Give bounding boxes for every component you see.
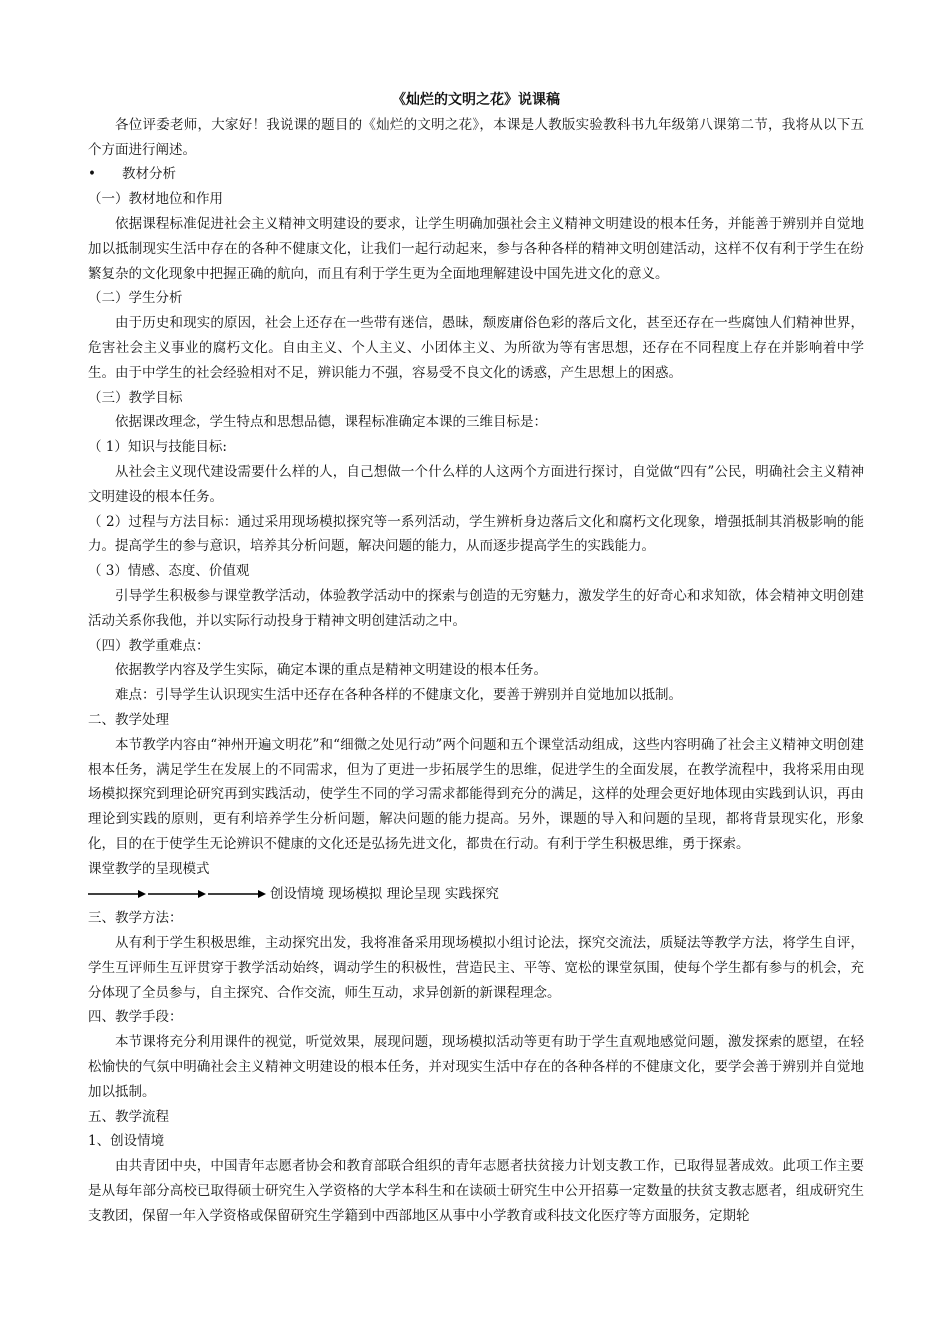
goal-3-body: 引导学生积极参与课堂教学活动，体验教学活动中的探索与创造的无穷魅力，激发学生的好奇心和求知欲，体会精神文明创建活动关系你我他，并以实际行动投身于精神文明创建活动之中。 bbox=[88, 587, 864, 629]
goal-1-body: 从社会主义现代建设需要什么样的人，自己想做一个什么样的人这两个方面进行探讨，自觉做“四有”公民，明确社会主义精神文明建设的根本任务。 bbox=[88, 463, 864, 505]
section-2-heading: 二、教学处理 bbox=[88, 711, 169, 728]
section-3-heading: 三、教学方法： bbox=[88, 910, 183, 927]
subsection-1-1-body: 依据课程标准促进社会主义精神文明建设的要求，让学生明确加强社会主义精神文明建设的根本任务，并能善于辨别并自觉地加以抵制现实生活中存在的各种不健康文化，让我们一起行动起来，参与各种各样的精神文明创建活动，这样不仅有利于学生在纷繁复杂的文化现象中把握正确的航向，而且有利于学生更为全面地理解建设中国先进文化的意义。 bbox=[88, 215, 864, 282]
section-4-body: 本节课将充分利用课件的视觉，听觉效果，展现问题，现场模拟活动等更有助于学生直观地感觉问题，激发探索的愿望，在轻松愉快的气氛中明确社会主义精神文明建设的根本任务，并对现实生活中存在的各种各样的不健康文化，要学会善于辨别并自觉地加以抵制。 bbox=[88, 1034, 864, 1100]
subsection-1-4-heading: （四）教学重难点： bbox=[88, 637, 210, 654]
document-title: 《灿烂的文明之花》说课稿 bbox=[392, 92, 560, 108]
section-5-heading: 五、教学流程 bbox=[88, 1108, 169, 1125]
goal-1-heading: （ 1）知识与技能目标: bbox=[88, 439, 227, 456]
section-1-heading bbox=[88, 162, 864, 187]
section-1-heading-text: 教材分析 bbox=[122, 166, 176, 183]
key-point-paragraph: 依据教学内容及学生实际，确定本课的重点是精神文明建设的根本任务。 bbox=[115, 662, 547, 679]
arrow-right-icon bbox=[88, 889, 146, 899]
difficulty-paragraph: 难点：引导学生认识现实生活中还存在各种各样的不健康文化，要善于辨别并自觉地加以抵制。 bbox=[115, 687, 682, 704]
bullet-icon: • bbox=[88, 166, 96, 183]
document-page bbox=[88, 88, 864, 1229]
goal-2-paragraph: （ 2）过程与方法目标：通过采用现场模拟探究等一系列活动，学生辨析身边落后文化和腐朽文化现象，增强抵制其消极影响的能力。提高学生的参与意识，培养其分析问题，解决问题的能力，从而逐步提高学生的实践能力。 bbox=[88, 513, 864, 555]
section-2-body: 本节教学内容由“神州开遍文明花”和“细微之处见行动”两个问题和五个课堂活动组成，这些内容明确了社会主义精神文明创建根本任务，满足学生在发展上的不同需求，但为了更进一步拓展学生的思维，促进学生的全面发展，在教学流程中，我将采用由现场模拟探究到理论研究再到实践活动，使学生不同的学习需求都能得到充分的满足，这样的处理会更好地体现由实践到认识，再由理论到实践的原则，更有利培养学生分析问题，解决问题的能力提高。另外，课题的导入和问题的呈现，都将背景现实化，形象化，目的在于使学生无论辨识不健康的文化还是弘扬先进文化，都贵在行动。有利于学生积极思维，勇于探索。 bbox=[88, 736, 864, 852]
section-3-body: 从有利于学生积极思维，主动探究出发，我将准备采用现场模拟小组讨论法，探究交流法，质疑法等教学方法，将学生自评，学生互评师生互评贯穿于教学活动始终，调动学生的积极性，营造民主、平等、宽松的课堂氛围，使每个学生都有参与的机会，充分体现了全员参与，自主探究、合作交流，师生互动，求异创新的新课程理念。 bbox=[88, 935, 864, 1001]
step-1-heading: 1、创设情境 bbox=[88, 1133, 165, 1150]
goal-3-heading: （ 3）情感、态度、价值观 bbox=[88, 563, 250, 580]
subsection-1-3-body: 依据课改理念，学生特点和思想品德，课程标准确定本课的三维目标是： bbox=[115, 414, 547, 431]
subsection-1-2-body: 由于历史和现实的原因，社会上还存在一些带有迷信，愚昧，颓废庸俗色彩的落后文化，甚至还存在一些腐蚀人们精神世界，危害社会主义事业的腐朽文化。自由主义、个人主义、小团体主义、为所欲为等有害思想，还存在不同程度上存在并影响着中学生。由于中学生的社会经验相对不足，辨识能力不强，容易受不良文化的诱惑，产生思想上的困惑。 bbox=[88, 315, 864, 381]
subsection-1-1-heading: （一）教材地位和作用 bbox=[88, 191, 223, 208]
mode-flow-steps: 创设情境 现场模拟 理论呈现 实践探究 bbox=[270, 885, 499, 902]
subsection-1-2-heading: （二）学生分析 bbox=[88, 290, 183, 307]
intro-paragraph: 各位评委老师，大家好！我说课的题目的《灿烂的文明之花》，本课是人教版实验教科书九年级第八课第二节，我将从以下五个方面进行阐述。 bbox=[88, 116, 864, 158]
step-1-body: 由共青团中央，中国青年志愿者协会和教育部联合组织的青年志愿者扶贫接力计划支教工作，已取得显著成效。此项工作主要是从每年部分高校已取得硕士研究生入学资格的大学本科生和在读硕士研究生中公开招募一定数量的扶贫支教志愿者，组成研究生支教团，保留一年入学资格或保留研究生学籍到中西部地区从事中小学教育或科技文化医疗等方面服务，定期轮 bbox=[88, 1158, 864, 1224]
section-4-heading: 四、教学手段： bbox=[88, 1009, 183, 1026]
mode-flow bbox=[88, 882, 864, 907]
subsection-1-3-heading: （三）教学目标 bbox=[88, 389, 183, 406]
arrow-right-icon bbox=[208, 889, 266, 899]
mode-heading: 课堂教学的呈现模式 bbox=[88, 860, 210, 877]
arrow-right-icon bbox=[148, 889, 206, 899]
